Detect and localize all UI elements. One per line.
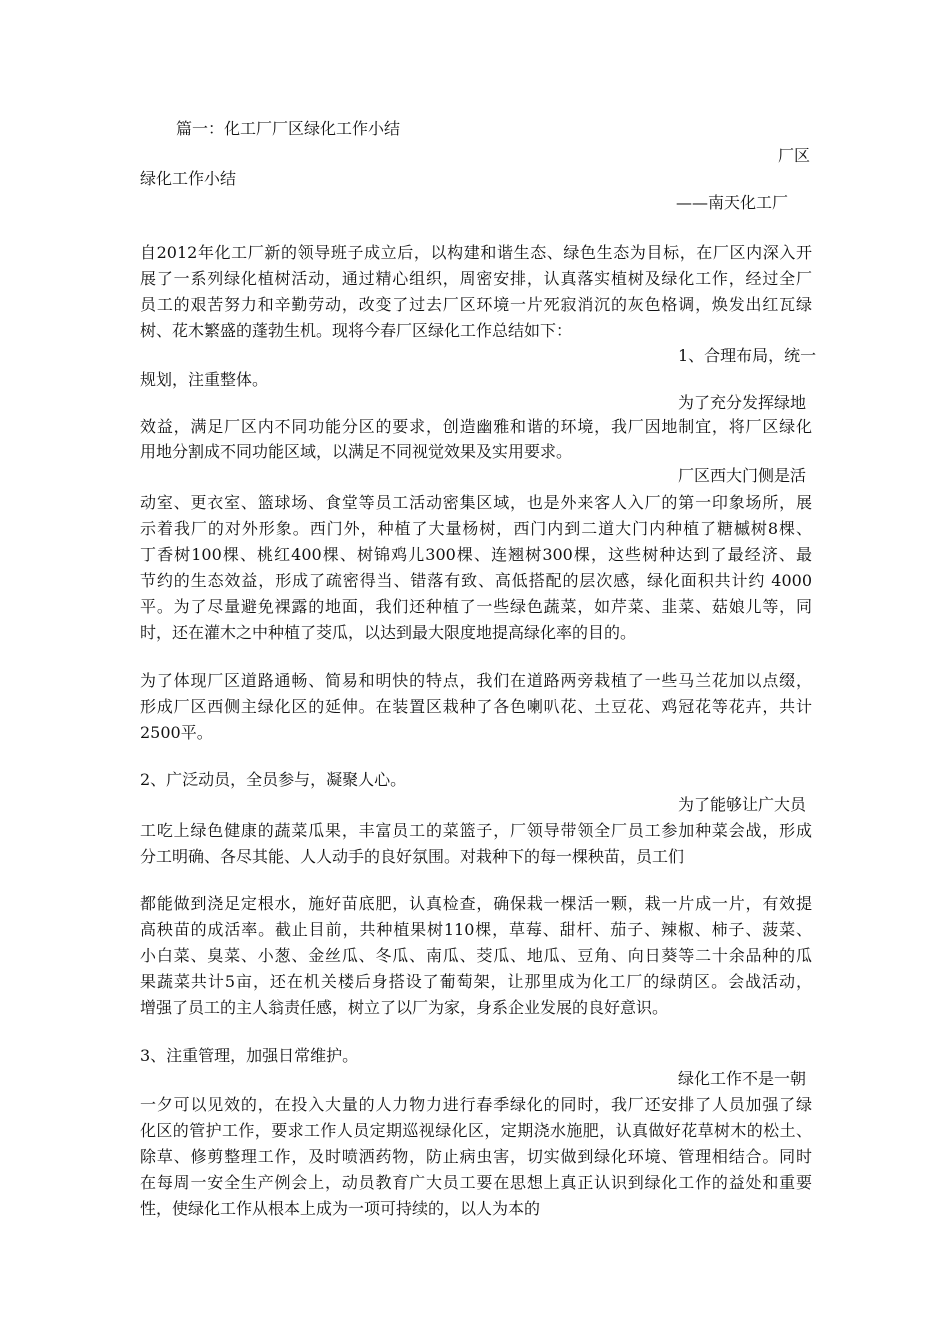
section1-para2-line: 丁香树100棵、桃红400棵、树锦鸡儿300棵、连翘树300棵，这些树种达到了最经济、最 [140,545,812,564]
section1-para1-start: 为了充分发挥绿地 [678,393,807,412]
section1-para1-line: 用地分割成不同功能区域，以满足不同视觉效果及实用要求。 [140,442,573,461]
section3-para1-line: 一夕可以见效的，在投入大量的人力物力进行春季绿化的同时，我厂还安排了人员加强了绿 [140,1095,812,1114]
section2-para1-line: 分工明确、各尽其能、人人动手的良好氛围。对栽种下的每一棵秧苗，员工们 [140,847,685,866]
section1-para1-line: 效益，满足厂区内不同功能分区的要求，创造幽雅和谐的环境，我厂因地制宜，将厂区绿化 [140,417,812,436]
section1-para3-line: 2500平。 [140,723,213,742]
section1-para2-line: 节约的生态效益，形成了疏密得当、错落有致、高低搭配的层次感，绿化面积共计约 4000 [140,571,812,590]
section1-para2-line: 平。为了尽量避免裸露的地面，我们还种植了一些绿色蔬菜，如芹菜、韭菜、菇娘儿等，同 [140,597,812,616]
intro-line: 展了一系列绿化植树活动，通过精心组织，周密安排，认真落实植树及绿化工作，经过全厂 [140,269,812,288]
title-part2: 绿化工作小结 [140,169,237,188]
section3-para1-line: 在每周一安全生产例会上，动员教育广大员工要在思想上真正认识到绿化工作的益处和重要 [140,1173,812,1192]
section3-para1-line: 性，使绿化工作从根本上成为一项可持续的，以人为本的 [140,1199,541,1218]
intro-line: 员工的艰苦努力和辛勤劳动，改变了过去厂区环境一片死寂消沉的灰色格调，焕发出红瓦绿 [140,295,812,314]
section1-para3-line: 形成厂区西侧主绿化区的延伸。在装置区栽种了各色喇叭花、土豆花、鸡冠花等花卉，共计 [140,697,812,716]
section2-para1-line: 工吃上绿色健康的蔬菜瓜果，丰富员工的菜篮子，厂领导带领全厂员工参加种菜会战，形成 [140,821,812,840]
section2-para2-line: 果蔬菜共计5亩，还在机关楼后身搭设了葡萄架，让那里成为化工厂的绿荫区。会战活动， [140,972,812,991]
author-line: ——南天化工厂 [676,193,789,212]
section2-heading: 2、广泛动员，全员参与，凝聚人心。 [140,770,407,789]
section1-para2-line: 示着我厂的对外形象。西门外，种植了大量杨树，西门内到二道大门内种植了糖槭树8棵、 [140,519,812,538]
section1-para2-line: 动室、更衣室、篮球场、食堂等员工活动密集区域，也是外来客人入厂的第一印象场所，展 [140,493,812,512]
section3-para1-start: 绿化工作不是一朝 [678,1069,807,1088]
section1-heading-b: 规划，注重整体。 [140,370,269,389]
title-part1: 厂区 [778,146,811,165]
section1-heading-a: 1、合理布局，统一 [678,346,817,365]
section2-para2-line: 增强了员工的主人翁责任感，树立了以厂为家，身系企业发展的良好意识。 [140,998,669,1017]
section1-para2-line: 时，还在灌木之中种植了茭瓜，以达到最大限度地提高绿化率的目的。 [140,623,637,642]
section1-para3-line: 为了体现厂区道路通畅、简易和明快的特点，我们在道路两旁栽植了一些马兰花加以点缀， [140,671,812,690]
section2-para2-line: 都能做到浇足定根水，施好苗底肥，认真检查，确保栽一棵活一颗，栽一片成一片，有效提 [140,894,812,913]
section1-para2-start: 厂区西大门侧是活 [678,466,807,485]
section2-para1-start: 为了能够让广大员 [678,795,807,814]
section3-heading: 3、注重管理，加强日常维护。 [140,1046,359,1065]
section2-para2-line: 小白菜、臭菜、小葱、金丝瓜、冬瓜、南瓜、茭瓜、地瓜、豆角、向日葵等二十余品种的瓜 [140,946,812,965]
section3-para1-line: 除草、修剪整理工作，及时喷洒药物，防止病虫害，切实做到绿化环境、管理相结合。同时 [140,1147,812,1166]
intro-line: 树、花木繁盛的蓬勃生机。现将今春厂区绿化工作总结如下： [140,321,573,340]
section3-para1-line: 化区的管护工作，要求工作人员定期巡视绿化区，定期浇水施肥，认真做好花草树木的松土、 [140,1121,812,1140]
document-heading: 篇一：化工厂厂区绿化工作小结 [176,119,401,138]
section2-para2-line: 高秧苗的成活率。截止目前，共种植果树110棵，草莓、甜杆、茄子、辣椒、柿子、菠菜、 [140,920,812,939]
intro-line: 自2012年化工厂新的领导班子成立后，以构建和谐生态、绿色生态为目标，在厂区内深入开 [140,243,812,262]
